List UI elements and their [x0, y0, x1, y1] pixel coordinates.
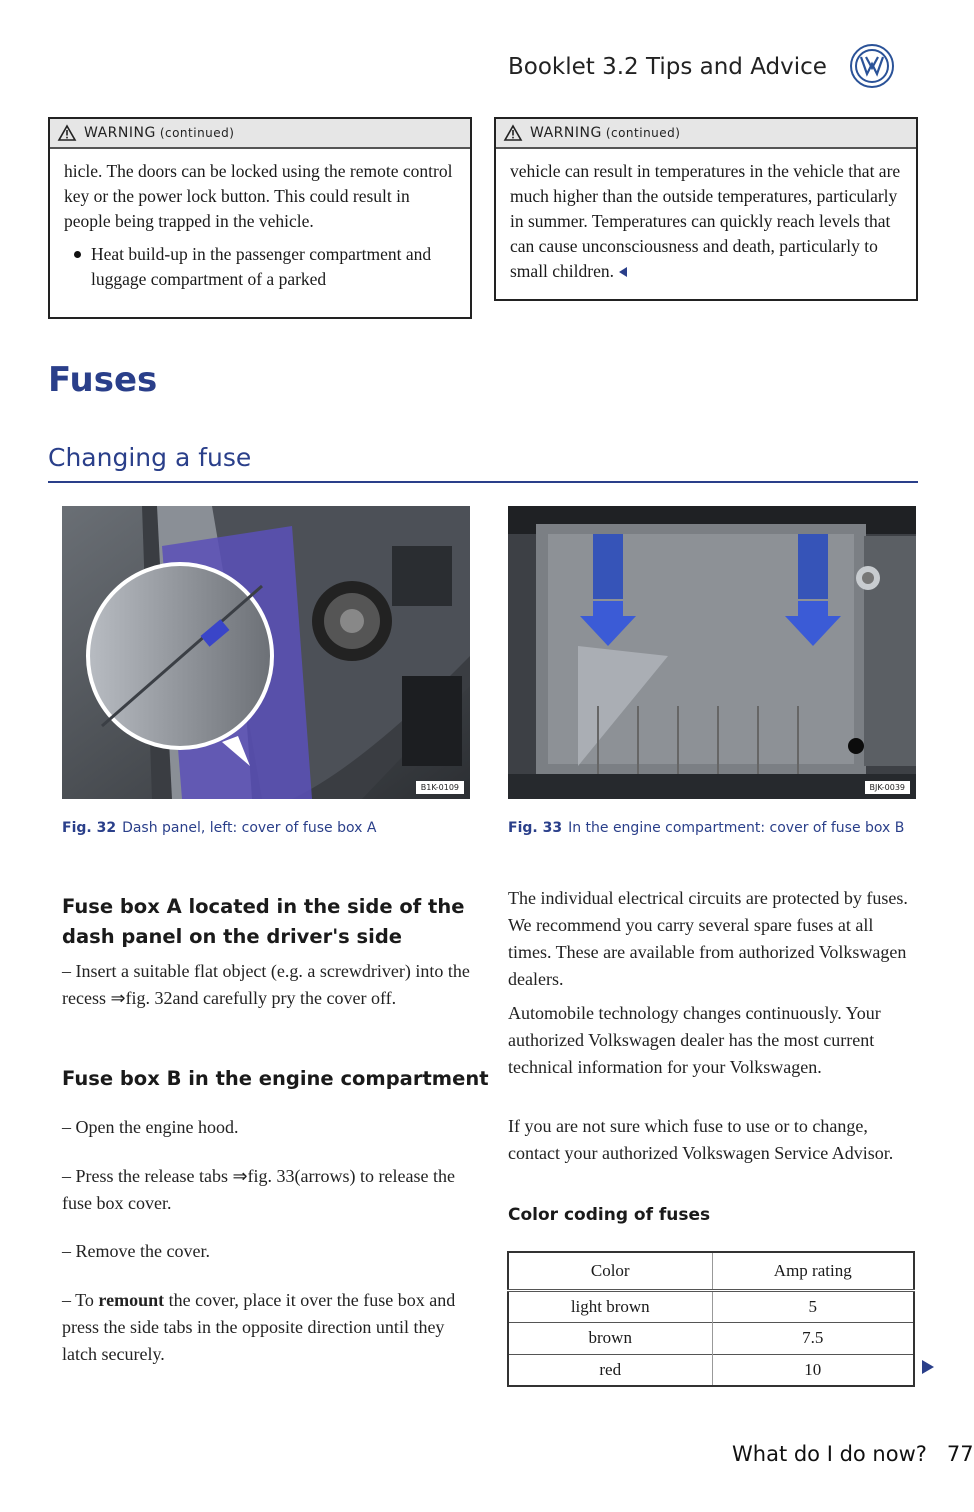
warning-header — [496, 119, 916, 149]
continue-arrow-icon — [922, 1360, 934, 1374]
warning-triangle-icon — [504, 125, 522, 141]
warning-continued: (continued) — [159, 126, 235, 140]
page-number: 77 — [946, 1442, 974, 1466]
warning-continued: (continued) — [605, 126, 681, 140]
fuse-box-b-heading: Fuse box B in the engine compartment — [62, 1067, 489, 1090]
bullet-icon — [74, 251, 81, 258]
table-cell-color: red — [508, 1354, 712, 1386]
table-row — [508, 1354, 914, 1386]
section-subtitle: Changing a fuse — [48, 443, 252, 472]
figure-code: BJK-0039 — [865, 781, 911, 794]
color-coding-heading: Color coding of fuses — [508, 1205, 711, 1225]
fuse-box-b-step: – Remove the cover. — [62, 1241, 210, 1261]
section-title: Fuses — [48, 360, 158, 400]
table-row — [508, 1322, 914, 1354]
table-cell-color: light brown — [508, 1290, 712, 1322]
warning-label: WARNING — [84, 125, 156, 141]
header-title: Booklet 3.2 Tips and Advice — [508, 54, 827, 80]
section-divider — [48, 481, 918, 483]
end-marker-icon — [618, 266, 628, 278]
fuse-box-a-step: – Insert a suitable flat object (e.g. a screwdriver) into the recess ⇒fig. 32and carefully pry the cover off. — [62, 961, 470, 1008]
figure-32-caption: Fig. 32 Dash panel, left: cover of fuse box A — [62, 820, 377, 836]
fuse-box-a-heading: Fuse box A located in the side of the dash panel on the driver's side — [62, 895, 465, 948]
warning-box-right — [494, 117, 918, 301]
fuse-color-table — [507, 1251, 915, 1387]
fuse-box-b-step: – To remount the cover, place it over the fuse box and press the side tabs in the opposite direction until they latch securely. — [62, 1290, 456, 1364]
advice-paragraph: If you are not sure which fuse to use or to change, contact your authorized Volkswagen Service Advisor. — [508, 1116, 894, 1163]
table-header-row — [508, 1252, 914, 1290]
table-cell-amp: 5 — [712, 1290, 914, 1322]
warning-triangle-icon — [58, 125, 76, 141]
page-footer — [732, 1442, 974, 1466]
table-row — [508, 1290, 914, 1322]
warning-paragraph: hicle. The doors can be locked using the remote control key or the power lock button. This could result in people being trapped in the vehicle. — [64, 161, 453, 231]
table-header-cell: Color — [508, 1252, 712, 1290]
warning-paragraph: vehicle can result in temperatures in the vehicle that are much higher than the outside temperatures, particularly in summer. Temperatures can quickly reach levels that can cause unconsciousness and death, particularly to small children. — [510, 161, 901, 281]
info-paragraph: Automobile technology changes continuously. Your authorized Volkswagen dealer has the most current technical information for your Volkswagen. — [508, 1003, 881, 1077]
figure-33-image — [508, 506, 916, 799]
table-cell-color: brown — [508, 1322, 712, 1354]
table-cell-amp: 10 — [712, 1354, 914, 1386]
warning-label: WARNING — [530, 125, 602, 141]
table-cell-amp: 7.5 — [712, 1322, 914, 1354]
table-header-cell: Amp rating — [712, 1252, 914, 1290]
vw-logo-icon — [850, 44, 894, 88]
warning-header — [50, 119, 470, 149]
figure-code: B1K-0109 — [416, 781, 464, 794]
fuse-box-b-step: – Open the engine hood. — [62, 1117, 239, 1137]
fuse-box-b-step: – Press the release tabs ⇒fig. 33(arrows) to release the fuse box cover. — [62, 1166, 455, 1213]
warning-bullet: Heat build-up in the passenger compartment and luggage compartment of a parked — [91, 244, 432, 289]
figure-32-image — [62, 506, 470, 799]
warning-box-left — [48, 117, 472, 319]
intro-paragraph: The individual electrical circuits are protected by fuses. We recommend you carry several spare fuses at all times. These are available from authorized Volkswagen dealers. — [508, 888, 908, 989]
figure-33-caption: Fig. 33 In the engine compartment: cover of fuse box B — [508, 820, 905, 836]
footer-text: What do I do now? — [732, 1442, 927, 1466]
